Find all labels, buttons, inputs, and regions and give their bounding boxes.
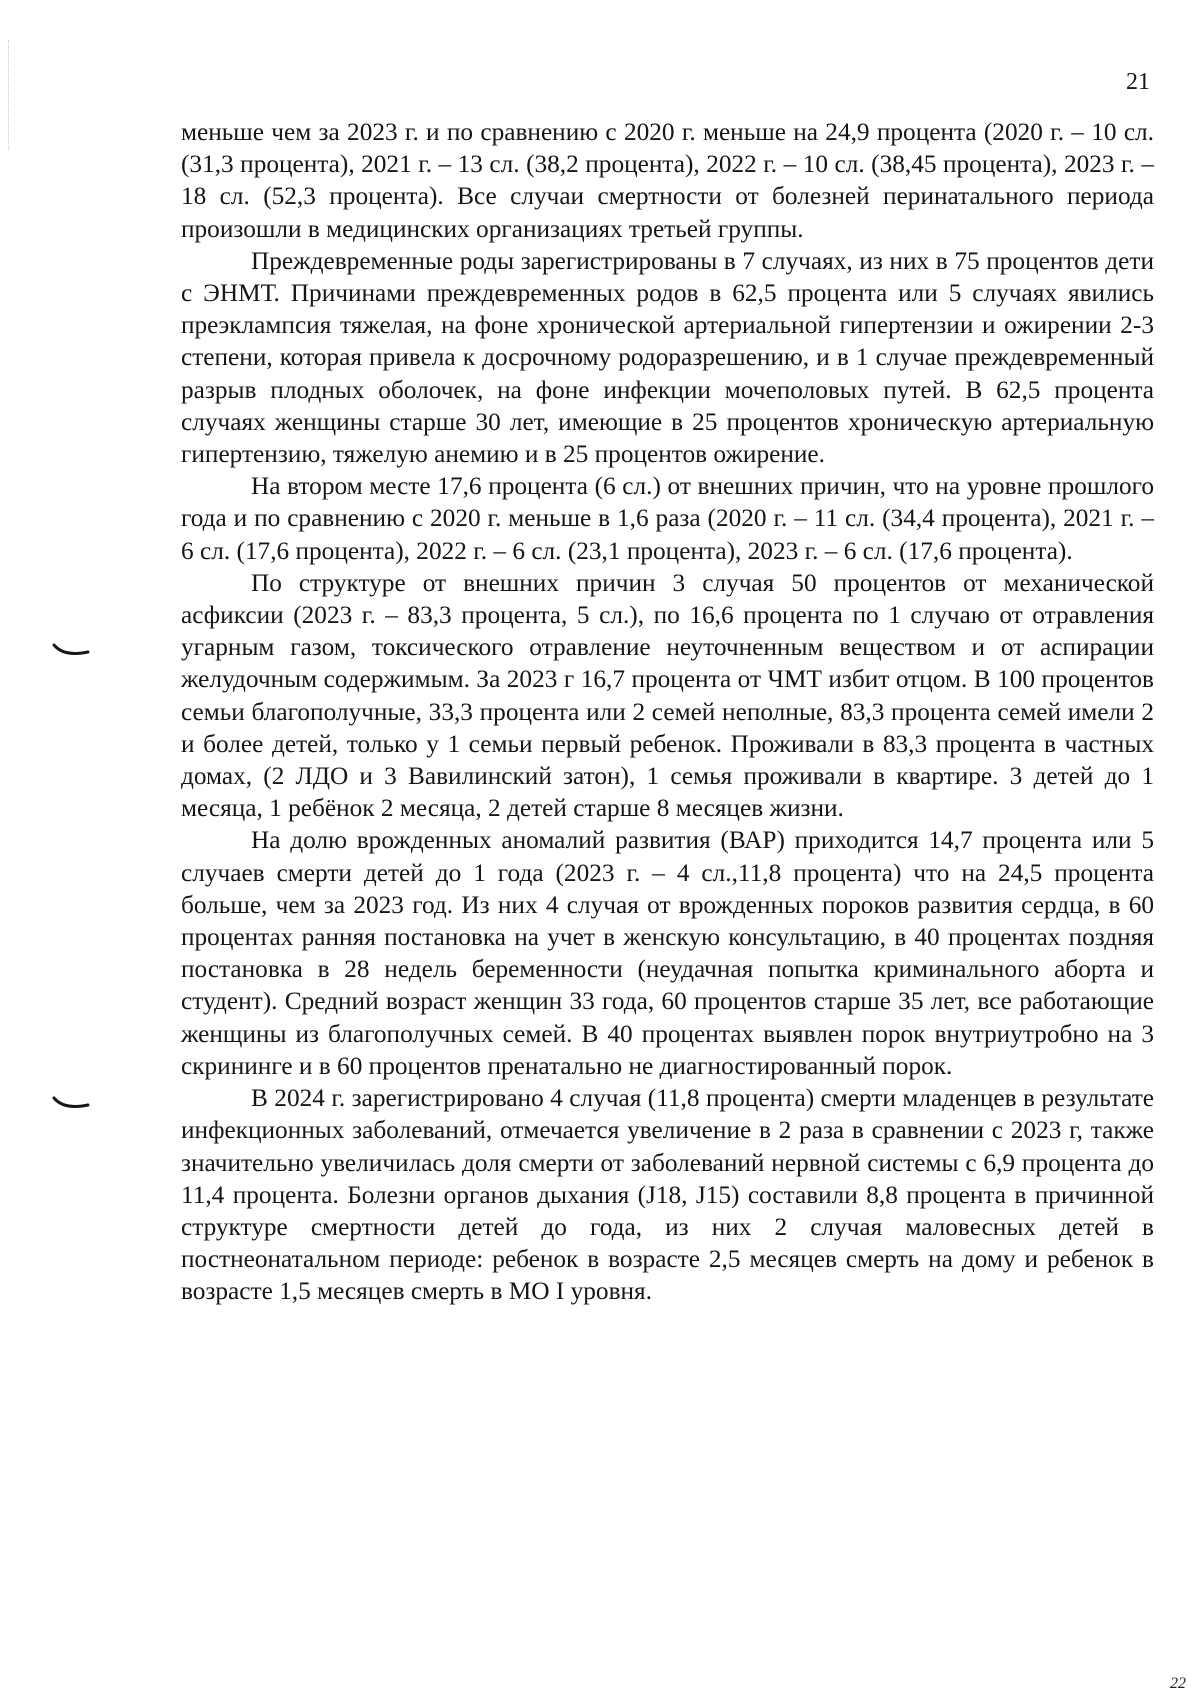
pencil-tick-mark-icon <box>52 641 90 659</box>
paragraph-continuation: меньше чем за 2023 г. и по сравнению с 2020 г. меньше на 24,9 процента (2020 г. – 10 сл. (31,3 процента), 2021 г. – 13 сл. (38,2 процента), 2022 г. – 10 сл. (38,45 процента), 2023 г. – 18 сл. (52,3 процента). Все случаи смертности от болезней перинатального периода произошли в медицинских организациях третьей группы. <box>181 118 1154 243</box>
paragraph-preterm-births: Преждевременные роды зарегистрированы в 7 случаях, из них в 75 процентов дети с ЭНМТ. Причинами преждевременных родов в 62,5 процента или 5 случаях явились преэклампсия тяжелая, на фоне хронической артериальной гипертензии и ожирении 2-3 степени, которая привела к досрочному родоразрешению, и в 1 случае преждевременный разрыв плодных оболочек, на фоне инфекции мочеполовых путей. В 62,5 процента случаях женщины старше 30 лет, имеющие в 25 процентов хроническую артериальную гипертензию, тяжелую анемию и в 25 процентов ожирение. <box>181 246 1154 469</box>
pencil-tick-mark-icon <box>52 1094 90 1112</box>
paragraph-external-causes-structure: По структуре от внешних причин 3 случая 50 процентов от механической асфиксии (2023 г. – 83,3 процента, 5 сл.), по 16,6 процента по 1 случаю от отравления угарным газом, токсического отравление неуточненным веществом и от аспирации желудочным содержимым. За 2023 г 16,7 процента от ЧМТ избит отцом. В 100 процентов семьи благополучные, 33,3 процента или 2 семей неполные, 83,3 процента семей имели 2 и более детей, только у 1 семьи первый ребенок. Проживали в 83,3 процента в частных домах, (2 ЛДО и 3 Вавилинский затон), 1 семья проживали в квартире. 3 детей до 1 месяца, 1 ребёнок 2 месяца, 2 детей старше 8 месяцев жизни. <box>181 568 1154 823</box>
handwritten-page-mark: 22 <box>1170 1675 1186 1692</box>
body-text <box>181 116 1154 1308</box>
page-number: 21 <box>1126 69 1150 95</box>
paragraph-infectious-diseases: В 2024 г. зарегистрировано 4 случая (11,8 процента) смерти младенцев в результате инфекционных заболеваний, отмечается увеличение в 2 раза в сравнении с 2023 г, также значительно увеличилась доля смерти от заболеваний нервной системы с 6,9 процента до 11,4 процента. Болезни органов дыхания (J18, J15) составили 8,8 процента в причинной структуре смертности детей до года, из них 2 случая маловесных детей в постнеонатальном периоде: ребенок в возрасте 2,5 месяцев смерть на дому и ребенок в возрасте 1,5 месяцев смерть в МО I уровня. <box>181 1084 1154 1306</box>
paragraph-external-causes: На втором месте 17,6 процента (6 сл.) от внешних причин, что на уровне прошлого года и по сравнению с 2020 г. меньше в 1,6 раза (2020 г. – 11 сл. (34,4 процента), 2021 г. – 6 сл. (17,6 процента), 2022 г. – 6 сл. (23,1 процента), 2023 г. – 6 сл. (17,6 процента). <box>181 472 1154 565</box>
paragraph-congenital-anomalies: На долю врожденных аномалий развития (ВАР) приходится 14,7 процента или 5 случаев смерти детей до 1 года (2023 г. – 4 сл.,11,8 процента) что на 24,5 процента больше, чем за 2023 год. Из них 4 случая от врожденных пороков развития сердца, в 60 процентах ранняя постановка на учет в женскую консультацию, в 40 процентах поздняя постановка в 28 недель беременности (неудачная попытка криминального аборта и студент). Средний возраст женщин 33 года, 60 процентов старше 35 лет, все работающие женщины из благополучных семей. В 40 процентах выявлен порок внутриутробно на 3 скрининге и в 60 процентов пренатально не диагностированный порок. <box>181 826 1154 1080</box>
scan-edge-dots <box>8 40 13 150</box>
